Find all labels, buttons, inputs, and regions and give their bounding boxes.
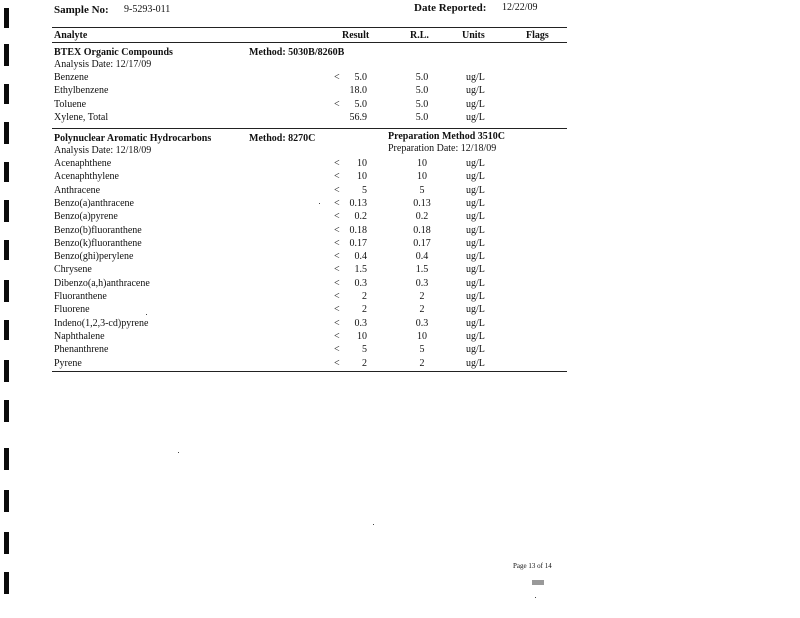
scan-speck — [319, 203, 320, 204]
analyte-name: Benzo(b)fluoranthene — [54, 224, 142, 236]
result-value: 2 — [362, 357, 367, 369]
scan-stamp-mark — [532, 580, 544, 585]
table-end-rule — [52, 371, 567, 372]
scan-edge-mark — [4, 8, 9, 28]
analyte-name: Benzene — [54, 72, 89, 83]
result-value: 10 — [357, 171, 367, 183]
result-qualifier: < — [334, 317, 340, 329]
units-value: ug/L — [466, 317, 485, 329]
pah-method: Method: 8270C — [249, 133, 316, 144]
table-row — [0, 264, 800, 277]
result-qualifier: < — [334, 237, 340, 249]
result-value: 0.3 — [354, 277, 367, 289]
table-row — [0, 158, 800, 171]
result-value: 0.13 — [349, 197, 367, 209]
result-value: 5 — [362, 344, 367, 356]
column-rule — [52, 42, 567, 43]
rl-value: 5.0 — [415, 72, 429, 83]
result-qualifier: < — [334, 184, 340, 196]
units-value: ug/L — [466, 277, 485, 289]
result-value: 5.0 — [354, 72, 367, 83]
rl-value: 10 — [417, 158, 427, 169]
result-qualifier: < — [334, 211, 340, 223]
table-row — [0, 278, 800, 291]
scan-edge-mark — [4, 572, 9, 594]
analyte-name: Ethylbenzene — [54, 85, 109, 97]
column-result: Result — [342, 30, 370, 41]
units-value: ug/L — [466, 357, 485, 369]
rl-value: 5 — [419, 344, 425, 356]
units-value: ug/L — [466, 304, 485, 316]
analyte-name: Naphthalene — [54, 330, 105, 342]
btex-section-title: BTEX Organic Compounds — [54, 47, 173, 58]
column-analyte: Analyte — [54, 30, 88, 41]
table-row — [0, 304, 800, 317]
analyte-name: Xylene, Total — [54, 111, 109, 123]
rl-value: 1.5 — [415, 264, 429, 276]
result-qualifier: < — [334, 171, 340, 183]
analyte-name: Benzo(k)fluoranthene — [54, 237, 142, 249]
scan-speck — [146, 314, 147, 315]
rl-value: 5 — [419, 184, 425, 196]
scan-edge-mark — [4, 448, 9, 470]
units-value: ug/L — [466, 197, 485, 209]
column-flags: Flags — [526, 30, 549, 41]
result-qualifier: < — [334, 224, 340, 236]
pah-prep-date: Preparation Date: 12/18/09 — [388, 143, 497, 154]
result-qualifier: < — [334, 72, 340, 83]
units-value: ug/L — [466, 171, 485, 183]
scan-edge-mark — [4, 532, 9, 554]
result-value: 0.18 — [349, 224, 367, 236]
pah-analysis-date: Analysis Date: 12/18/09 — [54, 145, 152, 156]
column-rl: R.L. — [410, 30, 429, 41]
units-value: ug/L — [466, 344, 485, 356]
analyte-name: Phenanthrene — [54, 344, 109, 356]
rl-value: 0.13 — [413, 197, 431, 209]
result-qualifier: < — [334, 277, 340, 289]
date-reported-value: 12/22/09 — [502, 2, 538, 13]
rl-value: 5.0 — [415, 111, 429, 123]
result-value: 10 — [357, 158, 367, 169]
result-value: 5.0 — [354, 98, 367, 110]
table-row — [0, 344, 800, 357]
result-value: 18.0 — [349, 85, 367, 97]
result-value: 0.4 — [354, 251, 367, 263]
scan-edge-mark — [4, 490, 9, 512]
result-value: 0.2 — [354, 211, 367, 223]
analyte-name: Benzo(a)pyrene — [54, 211, 118, 223]
units-value: ug/L — [466, 224, 485, 236]
units-value: ug/L — [466, 330, 485, 342]
scan-speck — [178, 452, 179, 453]
result-qualifier: < — [334, 197, 340, 209]
table-row — [0, 171, 800, 184]
rl-value: 0.3 — [415, 277, 429, 289]
result-qualifier: < — [334, 251, 340, 263]
table-row — [0, 318, 800, 331]
scan-edge-mark — [4, 400, 9, 422]
result-qualifier: < — [334, 344, 340, 356]
analyte-name: Acenaphthene — [54, 158, 112, 169]
sample-label: Sample No: — [54, 4, 109, 16]
header-rule — [52, 27, 567, 28]
table-row — [0, 238, 800, 251]
analyte-name: Benzo(ghi)perylene — [54, 251, 134, 263]
analyte-name: Dibenzo(a,h)anthracene — [54, 277, 150, 289]
table-row — [0, 185, 800, 198]
result-qualifier: < — [334, 357, 340, 369]
rl-value: 0.18 — [413, 224, 431, 236]
scan-edge-mark — [4, 122, 9, 144]
analyte-name: Benzo(a)anthracene — [54, 197, 134, 209]
analyte-name: Anthracene — [54, 184, 101, 196]
table-row — [0, 291, 800, 304]
result-value: 56.9 — [349, 111, 367, 123]
units-value: ug/L — [466, 158, 485, 169]
result-qualifier: < — [334, 264, 340, 276]
pah-section-title: Polynuclear Aromatic Hydrocarbons — [54, 133, 212, 144]
rl-value: 0.17 — [413, 237, 431, 249]
rl-value: 0.4 — [415, 251, 429, 263]
table-row — [0, 211, 800, 224]
rl-value: 5.0 — [415, 85, 429, 97]
units-value: ug/L — [466, 237, 485, 249]
units-value: ug/L — [466, 111, 485, 123]
analyte-name: Acenaphthylene — [54, 171, 119, 183]
units-value: ug/L — [466, 251, 485, 263]
result-value: 0.3 — [354, 317, 367, 329]
table-row — [0, 72, 800, 85]
result-value: 10 — [357, 330, 367, 342]
rl-value: 2 — [419, 291, 425, 302]
units-value: ug/L — [466, 72, 485, 83]
btex-method: Method: 5030B/8260B — [249, 47, 345, 58]
table-row — [0, 112, 800, 125]
analyte-name: Indeno(1,2,3-cd)pyrene — [54, 317, 149, 329]
scan-speck — [373, 524, 374, 525]
units-value: ug/L — [466, 291, 485, 302]
section-rule — [52, 128, 567, 129]
result-value: 1.5 — [354, 264, 367, 276]
analyte-name: Pyrene — [54, 357, 82, 369]
units-value: ug/L — [466, 184, 485, 196]
rl-value: 5.0 — [415, 98, 429, 110]
sample-number: 9-5293-011 — [124, 4, 171, 15]
result-value: 2 — [362, 291, 367, 302]
result-qualifier: < — [334, 330, 340, 342]
result-value: 5 — [362, 184, 367, 196]
result-value: 0.17 — [349, 237, 367, 249]
rl-value: 10 — [417, 330, 427, 342]
date-reported-label: Date Reported: — [414, 2, 487, 14]
table-row — [0, 99, 800, 112]
page-number: Page 13 of 14 — [513, 562, 552, 570]
rl-value: 0.2 — [415, 211, 429, 223]
units-value: ug/L — [466, 85, 485, 97]
table-row — [0, 251, 800, 264]
result-qualifier: < — [334, 304, 340, 316]
pah-prep-method: Preparation Method 3510C — [388, 131, 506, 142]
units-value: ug/L — [466, 211, 485, 223]
units-value: ug/L — [466, 264, 485, 276]
btex-analysis-date: Analysis Date: 12/17/09 — [54, 59, 152, 70]
units-value: ug/L — [466, 98, 485, 110]
table-row — [0, 225, 800, 238]
result-qualifier: < — [334, 158, 340, 169]
rl-value: 10 — [417, 171, 427, 183]
result-value: 2 — [362, 304, 367, 316]
table-row — [0, 198, 800, 211]
analyte-name: Fluorene — [54, 304, 90, 316]
rl-value: 2 — [419, 304, 425, 316]
table-row — [0, 331, 800, 344]
result-qualifier: < — [334, 98, 340, 110]
scan-speck — [535, 597, 536, 598]
scan-edge-mark — [4, 44, 9, 66]
analyte-name: Fluoranthene — [54, 291, 107, 302]
rl-value: 2 — [419, 357, 425, 369]
analyte-name: Toluene — [54, 98, 87, 110]
result-qualifier: < — [334, 291, 340, 302]
table-row — [0, 85, 800, 98]
table-row — [0, 358, 800, 371]
column-units: Units — [462, 30, 485, 41]
rl-value: 0.3 — [415, 317, 429, 329]
analyte-name: Chrysene — [54, 264, 92, 276]
